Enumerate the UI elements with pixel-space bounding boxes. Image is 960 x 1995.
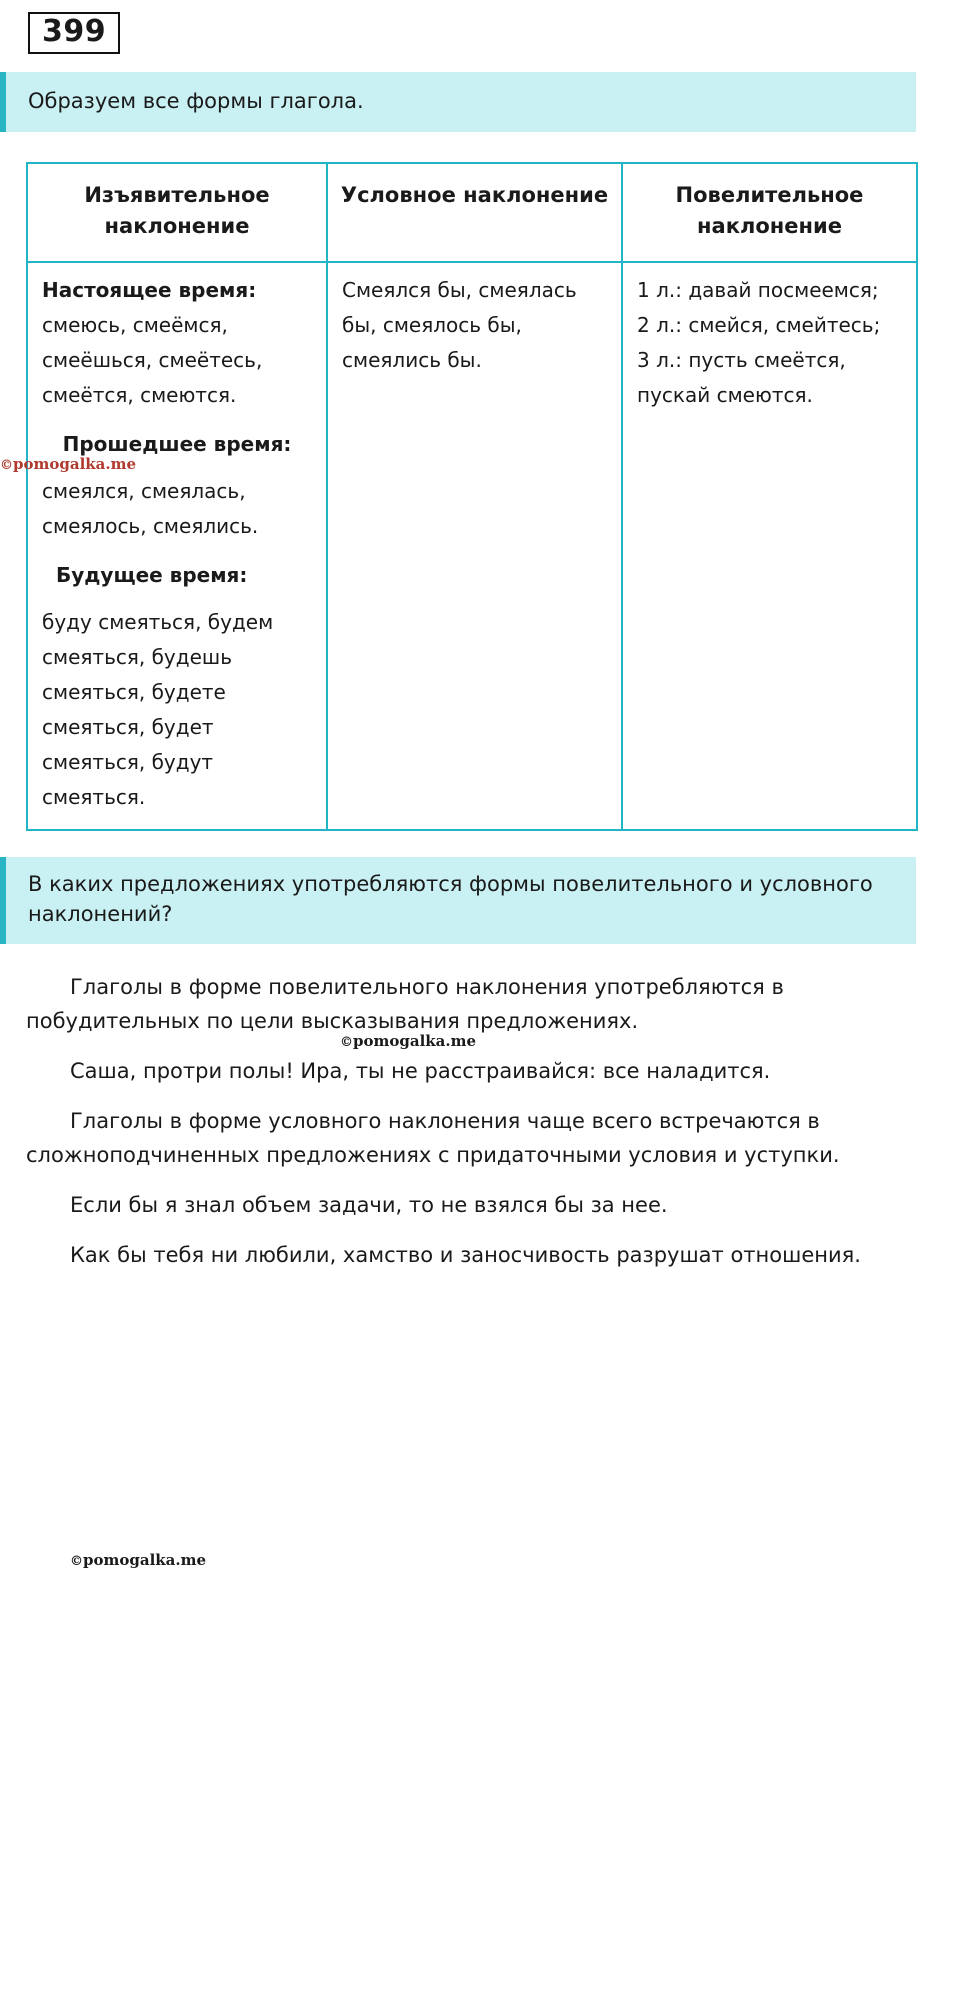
exercise-number: 399 xyxy=(28,12,120,54)
cell-imperative xyxy=(622,262,917,830)
table-header-conditional: Условное наклонение xyxy=(327,163,622,262)
exercise-number-container xyxy=(0,0,960,54)
imperative-person-3: 3 л.: пусть смеётся, пускай смеются. xyxy=(637,347,846,407)
watermark-text: pomogalka.me xyxy=(83,1551,207,1569)
past-tense-forms: смеялся, смеялась, смеялось, смеялись. xyxy=(42,478,259,538)
answer-section xyxy=(26,970,934,1272)
answer-paragraph-1: Глаголы в форме повелительного наклонения употребляются в побудительных по цели высказывания предложениях. xyxy=(26,974,784,1033)
answer-paragraph-4: Если бы я знал объем задачи, то не взялся бы за нее. xyxy=(70,1192,668,1217)
watermark-symbol: © xyxy=(70,1554,83,1569)
cell-conditional xyxy=(327,262,622,830)
question-text: В каких предложениях употребляются формы повелительного и условного наклонений? xyxy=(28,871,873,927)
answer-paragraph-5: Как бы тебя ни любили, хамство и заносчивость разрушат отношения. xyxy=(70,1242,861,1267)
table-header-row xyxy=(27,163,917,262)
watermark-symbol: © xyxy=(340,1035,353,1050)
present-tense-title: Настоящее время: xyxy=(42,277,257,302)
watermark-text: pomogalka.me xyxy=(353,1032,477,1050)
imperative-person-1: 1 л.: давай посмеемся; xyxy=(637,277,879,302)
answer-paragraph-3: Глаголы в форме условного наклонения чаще всего встречаются в сложноподчиненных предложениях с придаточными условия и уступки. xyxy=(26,1108,840,1167)
question-banner xyxy=(0,857,916,944)
table-header-indicative: Изъявительное наклонение xyxy=(27,163,327,262)
imperative-person-2: 2 л.: смейся, смейтесь; xyxy=(637,312,881,337)
present-tense-forms: смеюсь, смеёмся, смеёшься, смеётесь, смеётся, смеются. xyxy=(42,312,263,407)
table-header-imperative: Повелительное наклонение xyxy=(622,163,917,262)
task-banner xyxy=(0,72,916,132)
cell-indicative xyxy=(27,262,327,830)
watermark xyxy=(70,1551,206,1569)
watermark-symbol: © xyxy=(0,458,13,473)
conditional-forms: Смеялся бы, смеялась бы, смеялось бы, смеялись бы. xyxy=(342,277,577,372)
future-tense-forms: буду смеяться, будем смеяться, будешь смеяться, будете смеяться, будет смеяться, будут смеяться. xyxy=(42,609,274,809)
table-row xyxy=(27,262,917,830)
verb-forms-table xyxy=(26,162,918,831)
task-text: Образуем все формы глагола. xyxy=(28,88,364,113)
forms-table-container xyxy=(26,162,924,831)
past-tense-title: Прошедшее время: xyxy=(62,431,292,456)
watermark-text: pomogalka.me xyxy=(13,455,137,473)
answer-paragraph-2: Саша, протри полы! Ира, ты не расстраивайся: все наладится. xyxy=(70,1058,771,1083)
future-tense-title: Будущее время: xyxy=(56,562,248,587)
